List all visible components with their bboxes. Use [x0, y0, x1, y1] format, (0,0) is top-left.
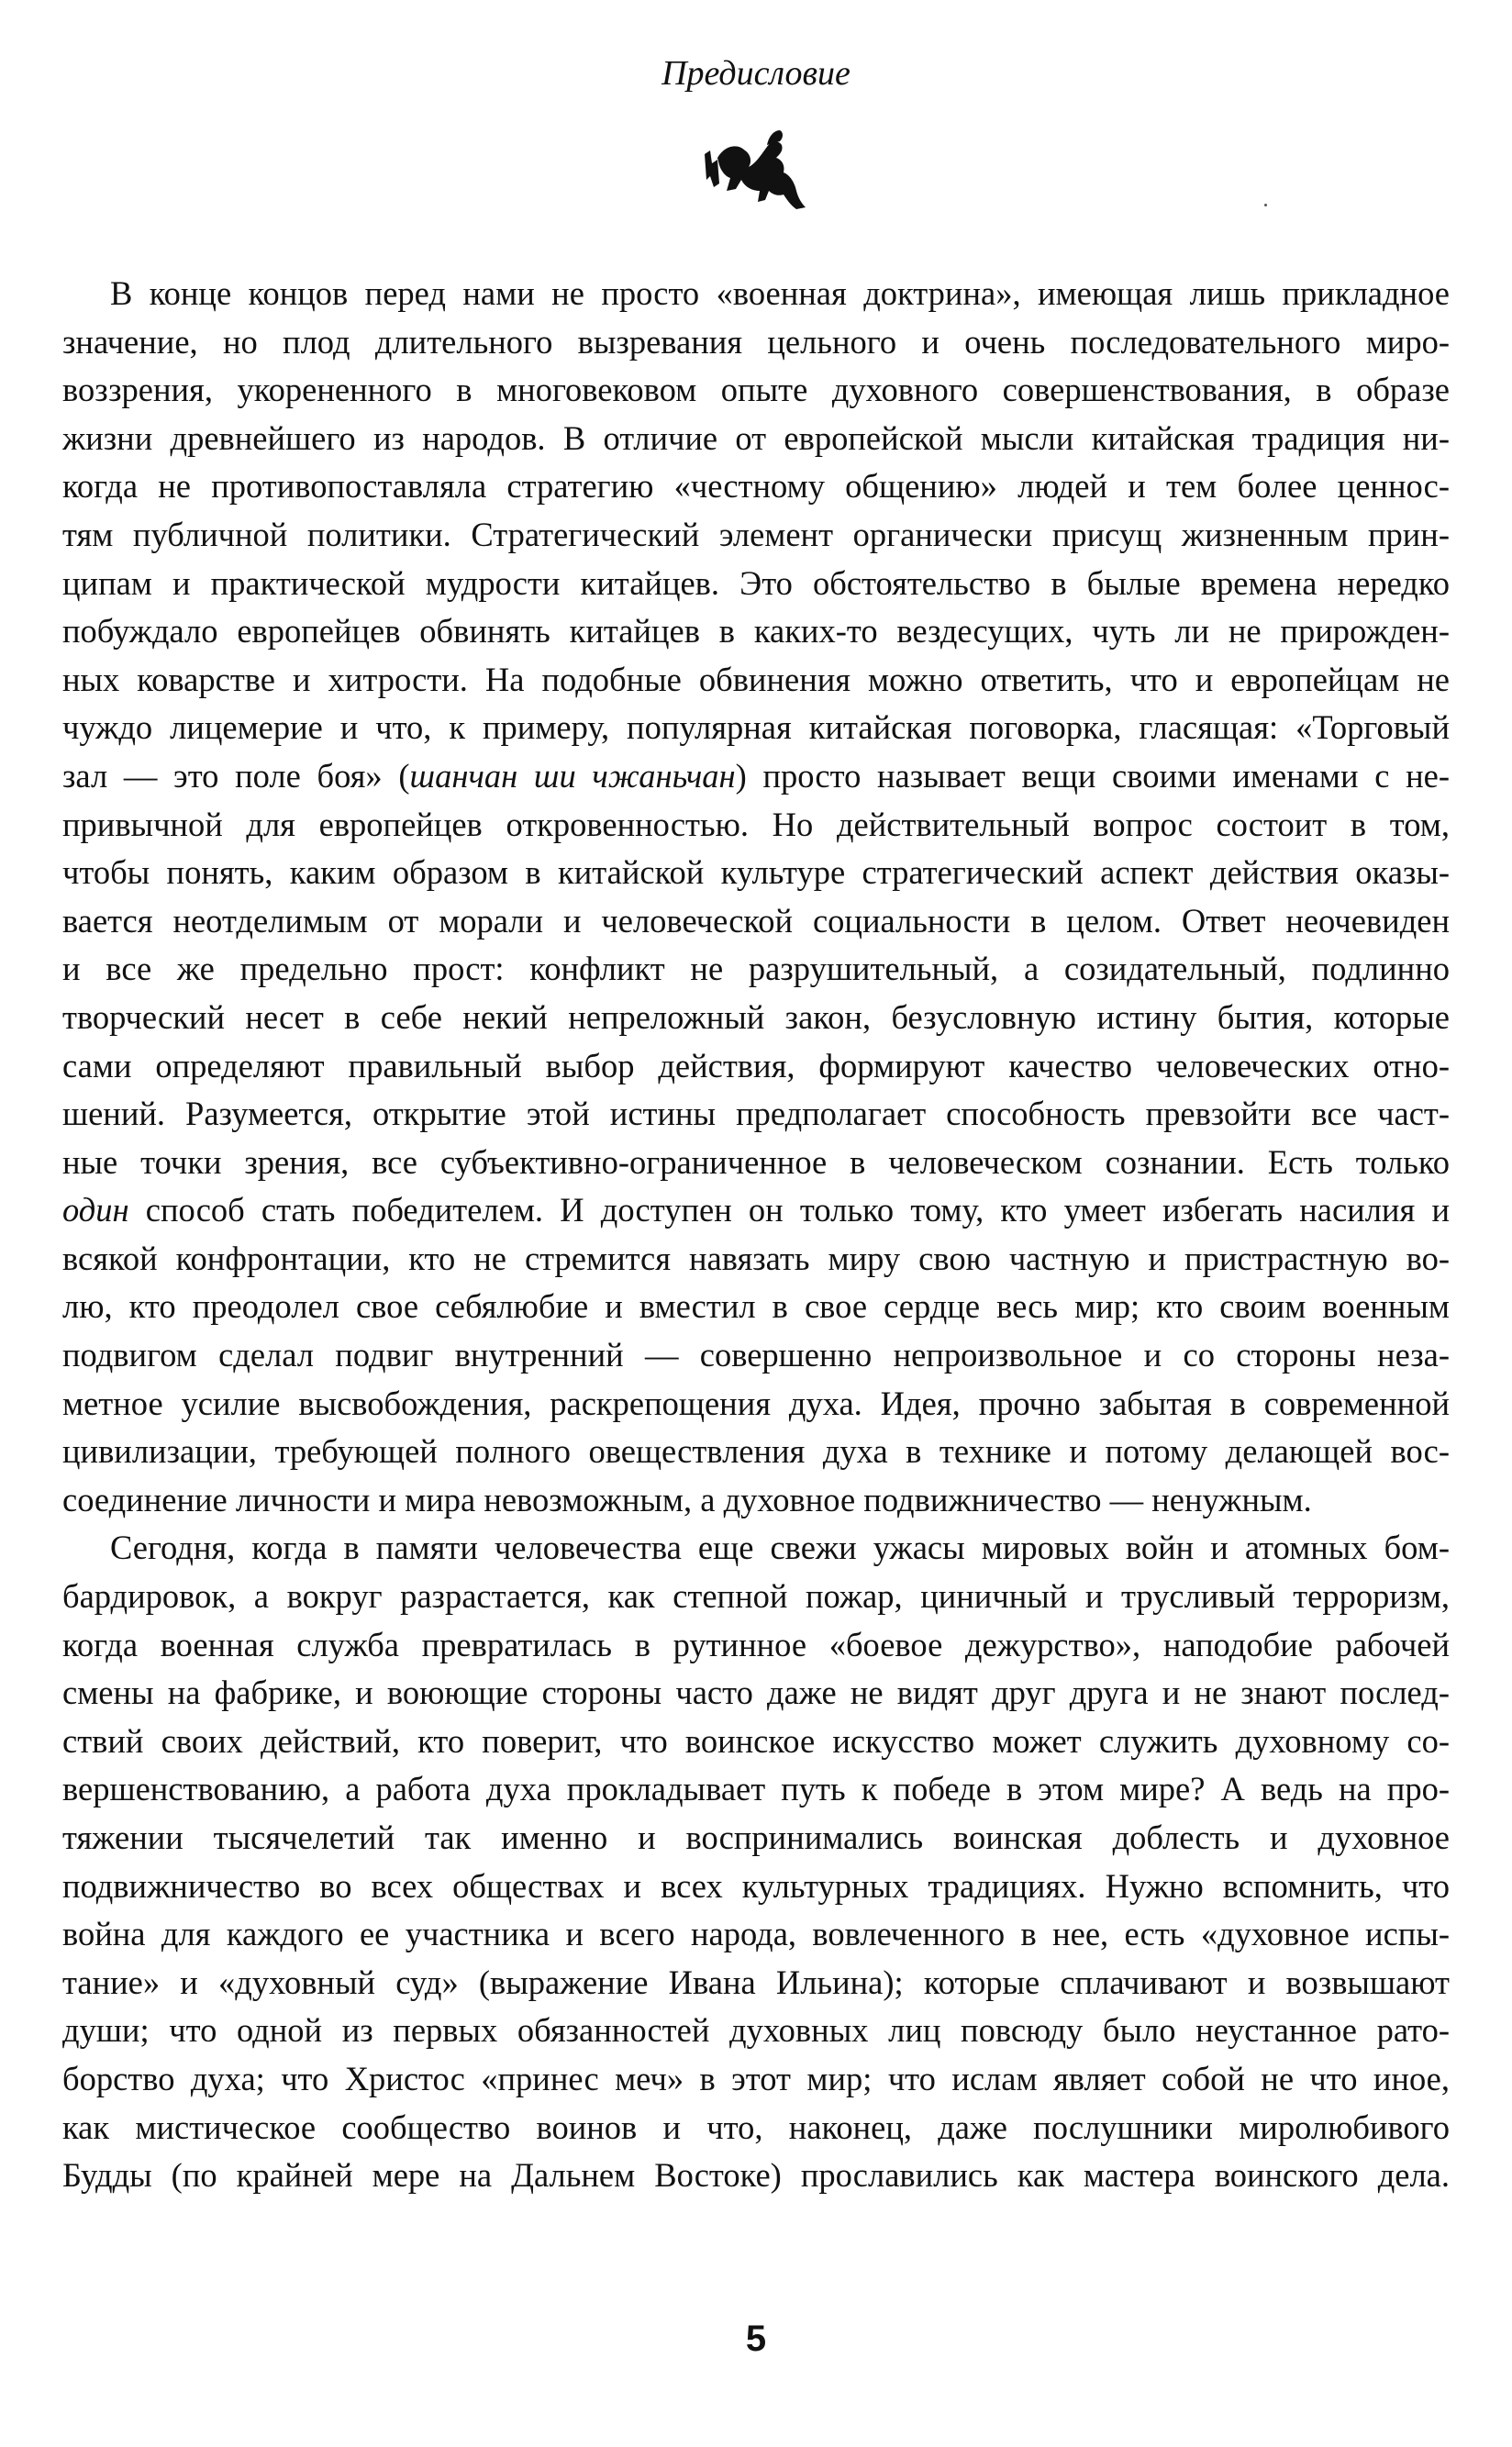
text-line: ципам и практической мудрости китайцев. Это обстоятельство в былые времена нередко — [62, 563, 1450, 602]
text-line: всякой конфронтации, кто не стремится навязать миру свою частную и пристрастную во- — [62, 1239, 1450, 1277]
text-line: Будды (по крайней мере на Дальнем Востоке) прославились как мастера воинского дела. — [62, 2156, 1450, 2195]
running-title: Предисловие — [662, 54, 850, 93]
text-line: когда военная служба превратилась в рутинное «боевое дежурство», наподобие рабочей — [62, 1625, 1450, 1663]
text-line: творческий несет в себе некий непреложный закон, безусловную истину бытия, которые — [62, 997, 1450, 1036]
text-line: соединение личности и мира невозможным, а духовное подвижничество — ненужным. — [62, 1480, 1312, 1518]
text-line: сами определяют правильный выбор действия, формируют качество человеческих отно- — [62, 1046, 1450, 1084]
text-line: В конце концов перед нами не просто «военная доктрина», имеющая лишь прикладное — [110, 274, 1450, 312]
speck-mark — [1264, 204, 1267, 206]
text-line: тяжении тысячелетий так именно и воспринимались воинская доблесть и духовное — [62, 1819, 1450, 1856]
text-line: подвигом сделал подвиг внутренний — совершенно непроизвольное и со стороны неза- — [62, 1336, 1450, 1374]
text-line: зал — это поле боя» (шанчан ши чжаньчан) просто называет вещи своими именами с не- — [62, 756, 1450, 795]
text-line: значение, но плод длительного вызревания цельного и очень последовательного миро- — [62, 322, 1450, 361]
page-number: 5 — [745, 2319, 767, 2359]
text-line: ствий своих действий, кто поверит, что воинское искусство может служить духовному со- — [62, 1721, 1450, 1760]
text-line: ные точки зрения, все субъективно-ограниченное в человеческом сознании. Есть только — [62, 1142, 1450, 1181]
text-line: смены на фабрике, и воюющие стороны часто даже не видят друг друга и не знают послед- — [62, 1674, 1450, 1712]
horse-rider-ornament-icon — [701, 127, 811, 211]
text-line: война для каждого ее участника и всего народа, вовлеченного в нее, есть «духовное испы- — [62, 1915, 1450, 1953]
text-line: тям публичной политики. Стратегический элемент органически присущ жизненным прин- — [62, 515, 1450, 553]
text-line: как мистическое сообщество воинов и что, наконец, даже послушники миролюбивого — [62, 2108, 1450, 2146]
body-text — [62, 270, 1450, 2200]
paragraph-2 — [62, 1524, 1450, 2199]
text-line: один способ стать победителем. И доступен он только тому, кто умеет избегать насилия и — [62, 1191, 1450, 1229]
text-line: ных коварстве и хитрости. На подобные обвинения можно ответить, что и европейцам не — [62, 660, 1450, 698]
text-line: вершенствованию, а работа духа прокладывает путь к победе в этом мире? А ведь на про- — [62, 1770, 1450, 1808]
text-line: подвижничество во всех обществах и всех культурных традициях. Нужно вспомнить, что — [62, 1866, 1450, 1905]
text-line: лю, кто преодолел свое себялюбие и вместил в свое сердце весь мир; кто своим военным — [62, 1287, 1450, 1326]
text-line: цивилизации, требующей полного овеществления духа в технике и потому делающей вос- — [62, 1432, 1450, 1471]
text-line: вается неотделимым от морали и человеческой социальности в целом. Ответ неочевиден — [62, 901, 1450, 940]
text-line: бардировок, а вокруг разрастается, как степной пожар, циничный и трусливый терроризм, — [62, 1577, 1450, 1616]
text-line: борство духа; что Христос «принес меч» в этот мир; что ислам являет собой не что иное, — [62, 2059, 1450, 2097]
text-line: метное усилие высвобождения, раскрепощения духа. Идея, прочно забытая в современной — [62, 1384, 1450, 1422]
emphasis-text: шанчан ши чжаньчан — [409, 756, 736, 795]
text-line: привычной для европейцев откровенностью. Но действительный вопрос состоит в том, — [62, 805, 1450, 843]
text-line: когда не противопоставляла стратегию «честному общению» людей и тем более ценнос- — [62, 467, 1450, 506]
text-line: и все же предельно прост: конфликт не разрушительный, а созидательный, подлинно — [62, 950, 1450, 988]
text-line: Сегодня, когда в памяти человечества еще свежи ужасы мировых войн и атомных бом- — [110, 1529, 1450, 1567]
text-line: тание» и «духовный суд» (выражение Ивана Ильина); которые сплачивают и возвышают — [62, 1963, 1450, 2001]
text-line: души; что одной из первых обязанностей духовных лиц повсюду было неустанное рато- — [62, 2011, 1450, 2050]
emphasis-text: один — [62, 1191, 129, 1229]
text-line: жизни древнейшего из народов. В отличие от европейской мысли китайская традиция ни- — [62, 418, 1450, 457]
paragraph-1 — [62, 270, 1450, 1524]
text-line: побуждало европейцев обвинять китайцев в каких-то вездесущих, чуть ли не прирожден- — [62, 612, 1450, 651]
text-line: чтобы понять, каким образом в китайской культуре стратегический аспект действия оказы- — [62, 853, 1450, 892]
text-line: шений. Разумеется, открытие этой истины предполагает способность превзойти все част- — [62, 1095, 1450, 1133]
text-line: воззрения, укорененного в многовековом опыте духовного совершенствования, в образе — [62, 371, 1450, 409]
text-line: чуждо лицемерие и что, к примеру, популярная китайская поговорка, гласящая: «Торговый — [62, 708, 1450, 747]
